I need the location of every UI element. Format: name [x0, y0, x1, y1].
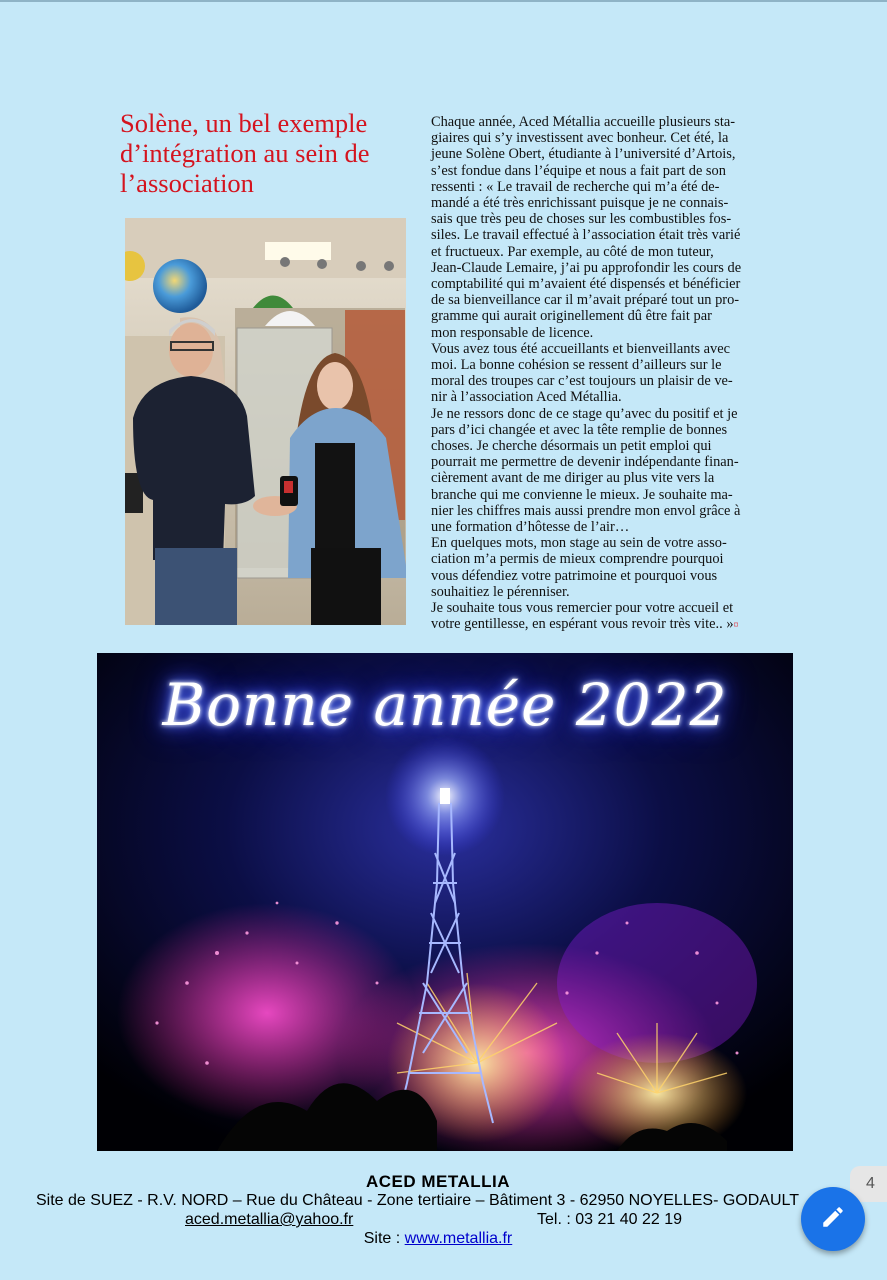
page-top-border: [0, 0, 887, 2]
article-line: nir à l’association Aced Métallia.: [431, 389, 622, 406]
end-mark: ¤: [733, 620, 739, 632]
article-title: [120, 108, 410, 198]
footer-email-link[interactable]: aced.metallia@yahoo.fr: [185, 1211, 354, 1228]
article-line: nier les chiffres mais aussi prendre mon envol grâce à: [431, 502, 741, 519]
article-line: pars d’ici changée et avec la tête remplie de bonnes: [431, 421, 728, 438]
article-body: [431, 114, 761, 635]
article-line: mon responsable de licence.: [431, 324, 594, 341]
article-line: vous défendiez votre patrimoine et pourquoi vous: [431, 567, 718, 584]
article-line: Vous avez tous été accueillants et bienveillants avec: [431, 340, 731, 357]
article-title-line: Solène, un bel exemple: [120, 108, 368, 138]
article-line: [431, 616, 761, 634]
article-line-text: votre gentillesse, en espérant vous revoir très vite.. »: [431, 616, 734, 633]
article-line: et fructueux. Par exemple, au côté de mon tuteur,: [431, 243, 714, 260]
article-line: pourrait me permettre de devenir indépendante finan-: [431, 454, 739, 471]
poster-title: Bonne année 2022: [162, 671, 728, 739]
article-line: moi. La bonne cohésion se ressent d’ailleurs sur le: [431, 357, 722, 374]
article-line: une formation d’hôtesse de l’air…: [431, 519, 630, 536]
new-year-poster: [97, 653, 793, 1151]
article-line: s’est fondue dans l’équipe et nous a fait part de son: [431, 162, 726, 179]
article-line: choses. Je cherche désormais un petit emploi qui: [431, 438, 712, 455]
article-line: Je ne ressors donc de ce stage qu’avec du positif et je: [431, 405, 738, 422]
article-line: Jean-Claude Lemaire, j’ai pu approfondir les cours de: [431, 259, 742, 276]
article-line: gramme qui aurait originellement dû être fait par: [431, 308, 712, 325]
footer-site: [0, 1230, 876, 1248]
pencil-icon: [820, 1204, 846, 1235]
article-line: Chaque année, Aced Métallia accueille plusieurs sta-: [431, 114, 736, 130]
article-title-line: l’association: [120, 168, 254, 198]
article-line: giaires qui s’y investissent avec bonheur. Cet été, la: [431, 130, 729, 147]
article-line: ressenti : « Le travail de recherche qui m’a été de-: [431, 178, 720, 195]
footer-site-label: Site :: [363, 1230, 405, 1247]
article-line: mandé a été très enrichissant puisque je ne connais-: [431, 195, 729, 212]
article-line: Je souhaite tous vous remercier pour votre accueil et: [431, 600, 734, 617]
article-line: comptabilité qui m’avaient été dispensés et bénéficier: [431, 276, 741, 293]
footer-site-link[interactable]: www.metallia.fr: [404, 1230, 513, 1247]
article-line: branche qui me convienne le mieux. Je souhaite ma-: [431, 486, 733, 503]
article-line: ciation m’a permis de mieux comprendre pourquoi: [431, 551, 724, 568]
footer-phone: Tel. : 03 21 40 22 19: [537, 1211, 682, 1228]
article-line: moral des troupes car c’est toujours un plaisir de ve-: [431, 373, 733, 390]
article-line: En quelques mots, mon stage au sein de votre asso-: [431, 535, 727, 552]
article-line: souhaitiez le pérenniser.: [431, 583, 570, 600]
page-number-badge: 4: [850, 1166, 887, 1202]
article-photo: [125, 218, 406, 625]
footer-address: Site de SUEZ - R.V. NORD – Rue du Château - Zone tertiaire – Bâtiment 3 - 62950 NOYELLES- GODAULT: [36, 1192, 799, 1209]
article-title-line: d’intégration au sein de: [120, 138, 370, 168]
article-line: siles. Le travail effectué à l’association était très varié: [431, 227, 741, 244]
article-line: jeune Solène Obert, étudiante à l’université d’Artois,: [431, 146, 736, 163]
article-line: de sa bienveillance car il m’avait préparé tout un pro-: [431, 292, 740, 309]
edit-button[interactable]: [801, 1187, 865, 1251]
article-line: sais que très peu de choses sur les combustibles fos-: [431, 211, 732, 228]
footer-org-name: ACED METALLIA: [365, 1172, 511, 1191]
article-line: cièrement avant de me diriger au plus vite vers la: [431, 470, 715, 487]
